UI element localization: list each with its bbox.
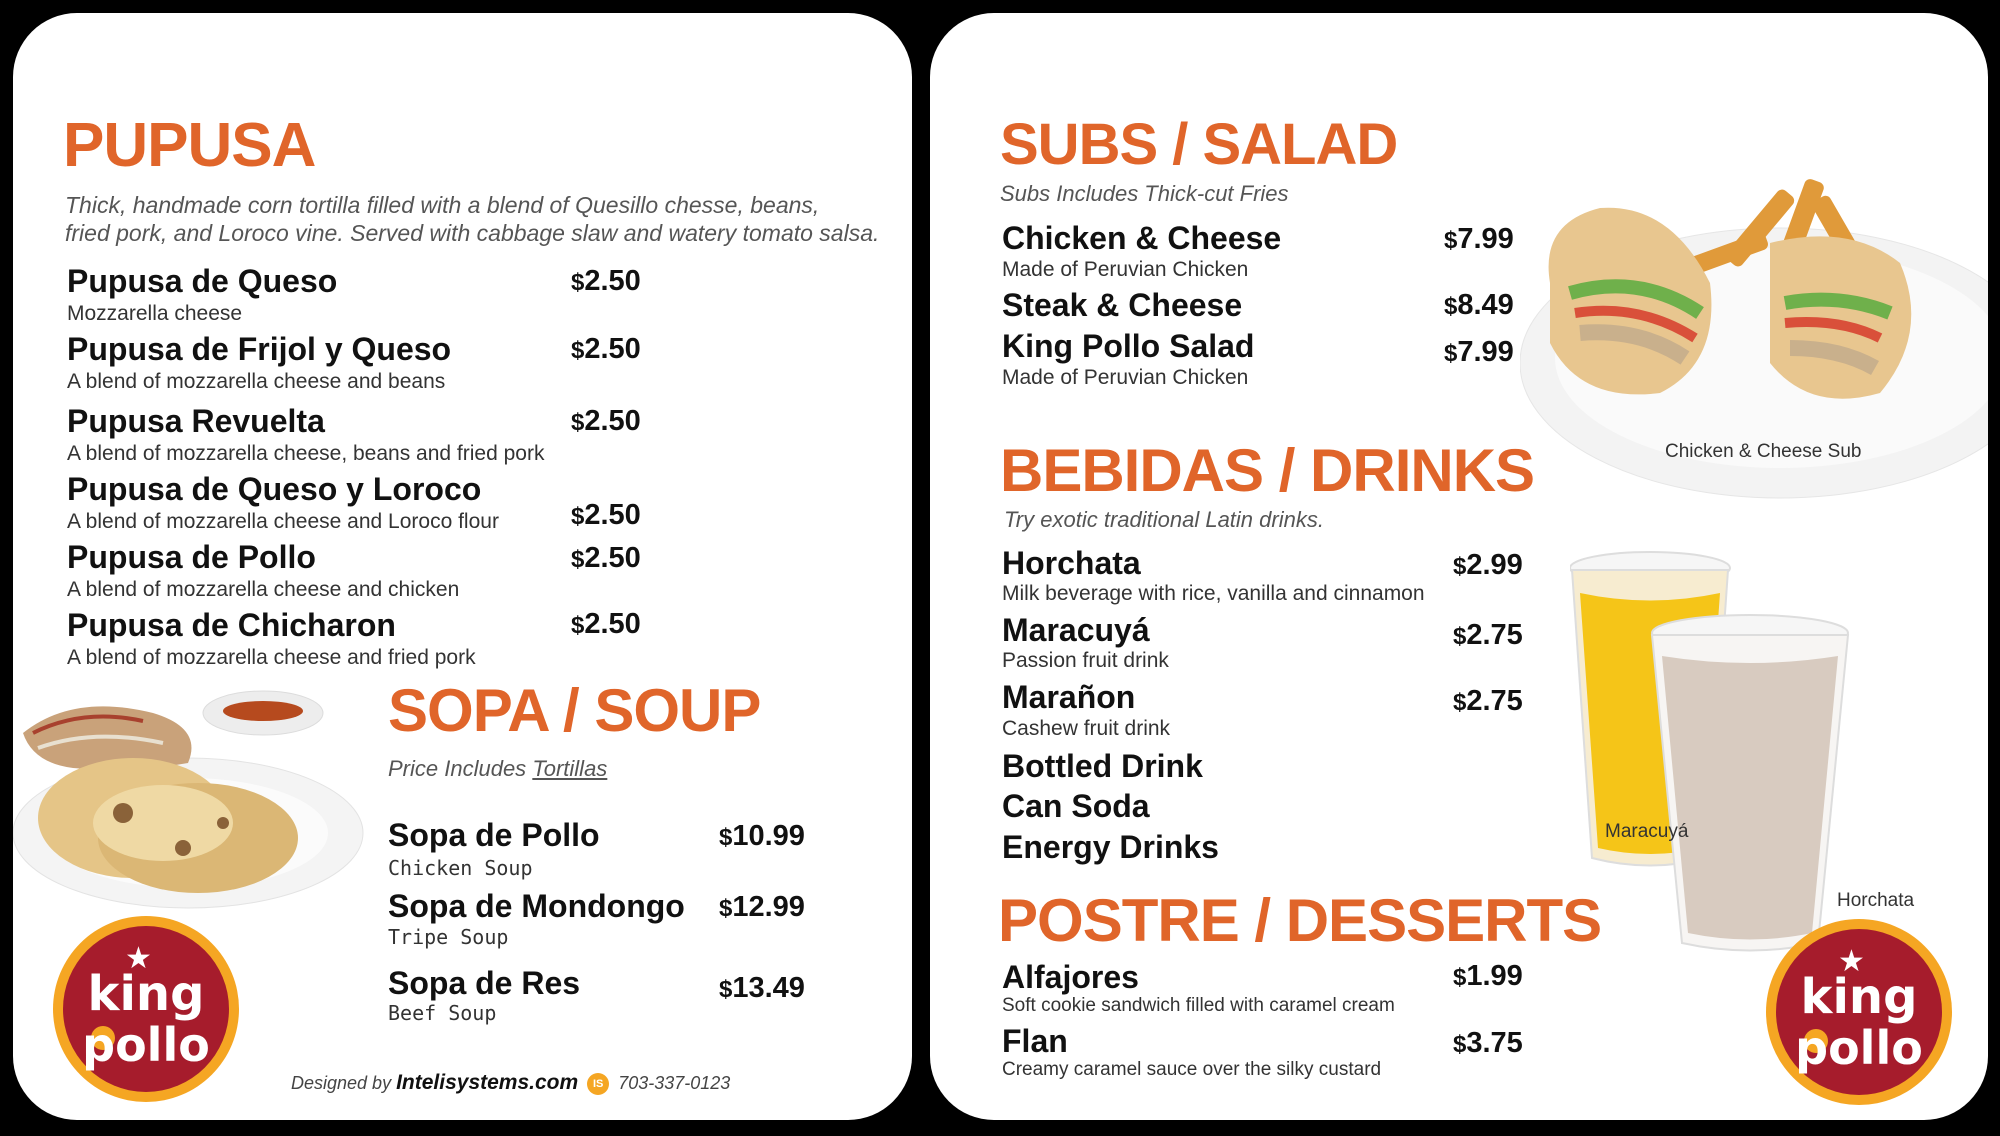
- item-desc: Beef Soup: [388, 1001, 497, 1025]
- item-price: $1.99: [1453, 960, 1523, 992]
- designer-phone: 703-337-0123: [618, 1073, 731, 1093]
- designer-credit: Designed by Intelisystems.com IS 703-337-0123: [291, 1071, 731, 1094]
- item-desc: Passion fruit drink: [1002, 649, 1169, 672]
- item-price: $2.75: [1453, 685, 1523, 717]
- logo-text-line1: king: [87, 966, 205, 1022]
- subs-heading: SUBS / SALAD: [1000, 112, 1398, 177]
- item-price: $2.50: [571, 499, 641, 531]
- item-desc: Soft cookie sandwich filled with caramel cream: [1002, 995, 1395, 1016]
- item-name: Pupusa de Queso y Loroco: [67, 471, 482, 507]
- horchata-caption: Horchata: [1837, 890, 1915, 911]
- item-desc: Mozzarella cheese: [67, 302, 243, 325]
- item-name: Pupusa de Frijol y Queso: [67, 331, 452, 367]
- item-price: $2.50: [571, 608, 641, 640]
- item-name: Horchata: [1002, 545, 1141, 581]
- soup-heading: SOPA / SOUP: [388, 677, 761, 744]
- item-desc: Cashew fruit drink: [1002, 717, 1171, 740]
- maracuya-caption: Maracuyá: [1605, 821, 1689, 842]
- item-name: Steak & Cheese: [1002, 287, 1243, 323]
- item-name: Sopa de Mondongo: [388, 888, 685, 924]
- item-desc: A blend of mozzarella cheese and Loroco flour: [67, 510, 499, 533]
- item-name: Pupusa de Chicharon: [67, 607, 396, 643]
- drinks-item-energy: Energy Drinks: [1002, 829, 1219, 865]
- logo-text-line1: king: [1800, 969, 1918, 1025]
- item-name: Flan: [1002, 1023, 1068, 1059]
- item-price: $13.49: [719, 972, 805, 1004]
- item-desc: A blend of mozzarella cheese and beans: [67, 370, 446, 393]
- item-price: $2.50: [571, 333, 641, 365]
- item-name: Sopa de Res: [388, 965, 581, 1001]
- pupusa-plate-photo: [13, 673, 373, 923]
- designer-brand: Intelisystems.com: [396, 1071, 579, 1094]
- item-desc: Chicken Soup: [388, 856, 533, 880]
- item-price: $7.99: [1444, 223, 1514, 255]
- item-name: Sopa de Pollo: [388, 817, 600, 853]
- drinks-heading: BEBIDAS / DRINKS: [1000, 437, 1535, 504]
- logo-text-line2: pollo: [1795, 1021, 1923, 1075]
- drinks-item-can-soda: Can Soda: [1002, 788, 1150, 824]
- item-name: King Pollo Salad: [1002, 328, 1255, 364]
- item-desc: A blend of mozzarella cheese and chicken: [67, 578, 460, 601]
- item-name: Pupusa Revuelta: [67, 403, 325, 439]
- item-price: $3.75: [1453, 1027, 1523, 1059]
- item-name: Maracuyá: [1002, 612, 1150, 648]
- item-price: $8.49: [1444, 289, 1514, 321]
- item-price: $2.99: [1453, 549, 1523, 581]
- item-desc: Creamy caramel sauce over the silky custard: [1002, 1059, 1382, 1080]
- logo-text-line2: pollo: [82, 1018, 210, 1072]
- sub-photo-caption: Chicken & Cheese Sub: [1665, 441, 1862, 462]
- item-desc: Tripe Soup: [388, 925, 509, 949]
- designer-badge-icon: IS: [587, 1073, 609, 1095]
- king-pollo-logo: [53, 916, 239, 1102]
- chicken-cheese-sub-photo: [1520, 163, 1988, 523]
- drinks-item-bottled: Bottled Drink: [1002, 748, 1203, 784]
- item-desc: A blend of mozzarella cheese, beans and fried pork: [67, 442, 545, 465]
- star-icon: ★: [1838, 945, 1865, 978]
- item-desc: Made of Peruvian Chicken: [1002, 258, 1249, 281]
- item-price: $2.50: [571, 405, 641, 437]
- king-pollo-logo: [1766, 919, 1952, 1105]
- drinks-photo: [1570, 548, 1850, 958]
- pupusa-description-line2: fried pork, and Loroco vine. Served with cabbage slaw and watery tomato salsa.: [65, 220, 880, 246]
- item-price: $10.99: [719, 820, 805, 852]
- desserts-heading: POSTRE / DESSERTS: [998, 887, 1602, 954]
- star-icon: ★: [125, 942, 152, 975]
- item-price: $7.99: [1444, 336, 1514, 368]
- item-desc: Made of Peruvian Chicken: [1002, 366, 1249, 389]
- item-price: $12.99: [719, 891, 805, 923]
- drinks-note: Try exotic traditional Latin drinks.: [1004, 507, 1324, 532]
- item-price: $2.75: [1453, 619, 1523, 651]
- item-name: Chicken & Cheese: [1002, 220, 1282, 256]
- item-desc: A blend of mozzarella cheese and fried pork: [67, 646, 476, 669]
- item-name: Pupusa de Pollo: [67, 539, 316, 575]
- right-menu-panel: [930, 13, 1988, 1120]
- pupusa-heading: PUPUSA: [63, 111, 316, 180]
- soup-note: Price Includes Tortillas: [388, 756, 608, 781]
- item-price: $2.50: [571, 542, 641, 574]
- subs-note: Subs Includes Thick-cut Fries: [1000, 181, 1289, 206]
- left-menu-panel: [13, 13, 912, 1120]
- item-name: Pupusa de Queso: [67, 263, 338, 299]
- item-price: $2.50: [571, 265, 641, 297]
- item-desc: Milk beverage with rice, vanilla and cinnamon: [1002, 582, 1425, 605]
- item-name: Alfajores: [1002, 959, 1139, 995]
- pupusa-description-line1: Thick, handmade corn tortilla filled with a blend of Quesillo chesse, beans,: [65, 192, 820, 218]
- item-name: Marañon: [1002, 679, 1136, 715]
